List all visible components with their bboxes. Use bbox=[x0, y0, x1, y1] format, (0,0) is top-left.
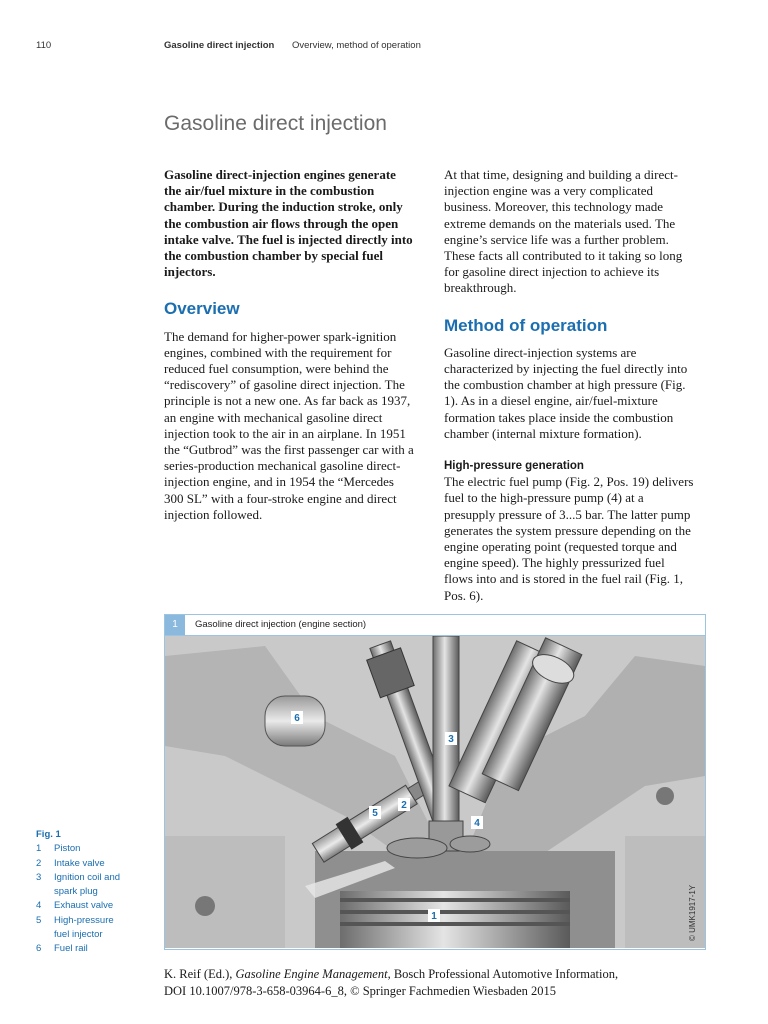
citation-footer bbox=[164, 966, 618, 1000]
method-paragraph: Gasoline direct-injection systems are characterized by injecting the fuel directly into the combustion chamber at high pressure (Fig. 1). As in a diesel engine, air/fuel-mixture formation takes place inside the combustion chamber (internal mixture formation). bbox=[444, 344, 688, 441]
legend-item: 5 High-pressure fuel injector bbox=[36, 914, 114, 941]
figure-header bbox=[165, 615, 705, 636]
legend-item: 1 Piston bbox=[36, 843, 81, 855]
legend-item: 3 Ignition coil and spark plug bbox=[36, 871, 121, 898]
callout-3: 3 bbox=[448, 734, 454, 745]
legend-item: 4 Exhaust valve bbox=[36, 900, 114, 912]
figure-1 bbox=[164, 614, 706, 950]
callout-2: 2 bbox=[401, 800, 407, 811]
legend-item: 2 Intake valve bbox=[36, 857, 105, 869]
callout-1: 1 bbox=[431, 911, 437, 922]
figure-title: Gasoline direct injection (engine section) bbox=[195, 619, 367, 630]
callout-4: 4 bbox=[474, 818, 480, 829]
figure-number: 1 bbox=[165, 615, 185, 635]
citation-editor: K. Reif (Ed.), bbox=[164, 967, 233, 981]
figure-legend bbox=[36, 828, 136, 957]
method-heading: Method of operation bbox=[444, 315, 608, 335]
running-header-subsection: Overview, method of operation bbox=[292, 40, 421, 51]
overview-heading: Overview bbox=[164, 299, 240, 319]
citation-book-title: Gasoline Engine Management, bbox=[235, 967, 391, 981]
overview-paragraph: The demand for higher-power spark-ignition engines, combined with the requirement for reduced fuel consumption, were behind the “rediscovery” of gasoline direct injection. The principle is not a new one. As far back as 1937, an engine with mechanical gasoline direct injection took to the air in an airplane. In 1951 the “Gutbrod” was the first passenger car with a series-production mechanical gasoline direct-injection engine, and in 1954 the “Mercedes 300 SL” with a four-stroke engine and direct injection followed. bbox=[164, 328, 414, 522]
page-number: 110 bbox=[36, 40, 52, 51]
lead-paragraph: Gasoline direct-injection engines generate the air/fuel mixture in the combustion chamber. During the induction stroke, only the combustion air flows through the open intake valve. The fuel is injected directly into the combustion chamber by special fuel injectors. bbox=[164, 167, 413, 280]
citation-series: Bosch Professional Automotive Information, bbox=[393, 967, 619, 981]
legend-caption: Fig. 1 bbox=[36, 829, 61, 840]
figure-code: © UMK1917-1Y bbox=[688, 884, 697, 941]
callout-5: 5 bbox=[372, 808, 378, 819]
callout-6: 6 bbox=[294, 713, 300, 724]
citation-doi: DOI 10.1007/978-3-658-03964-6_8, © Springer Fachmedien Wiesbaden 2015 bbox=[164, 984, 557, 998]
legend-item: 6 Fuel rail bbox=[36, 943, 88, 955]
left-column bbox=[164, 167, 416, 523]
running-header-section: Gasoline direct injection bbox=[164, 40, 275, 51]
intro-paragraph: At that time, designing and building a direct-injection engine was a very complicated business. Moreover, this technology made extreme demands on the materials used. The engine’s service life was a further problem. These facts all contributed to it taking so long for gasoline direct injection to achieve its breakthrough. bbox=[444, 167, 683, 296]
engine-section-illustration bbox=[165, 636, 705, 948]
right-column bbox=[444, 167, 696, 604]
high-pressure-paragraph: The electric fuel pump (Fig. 2, Pos. 19) delivers fuel to the high-pressure pump (4) at a presupply pressure of 3...5 bar. The latter pump generates the system pressure depending on the engine operating point (requested torque and engine speed). The highly pressurized fuel flows into and is stored in the fuel rail (Fig. 1, Pos. 6). bbox=[444, 474, 694, 603]
high-pressure-heading: High-pressure generation bbox=[444, 460, 584, 473]
page-title: Gasoline direct injection bbox=[164, 112, 387, 135]
